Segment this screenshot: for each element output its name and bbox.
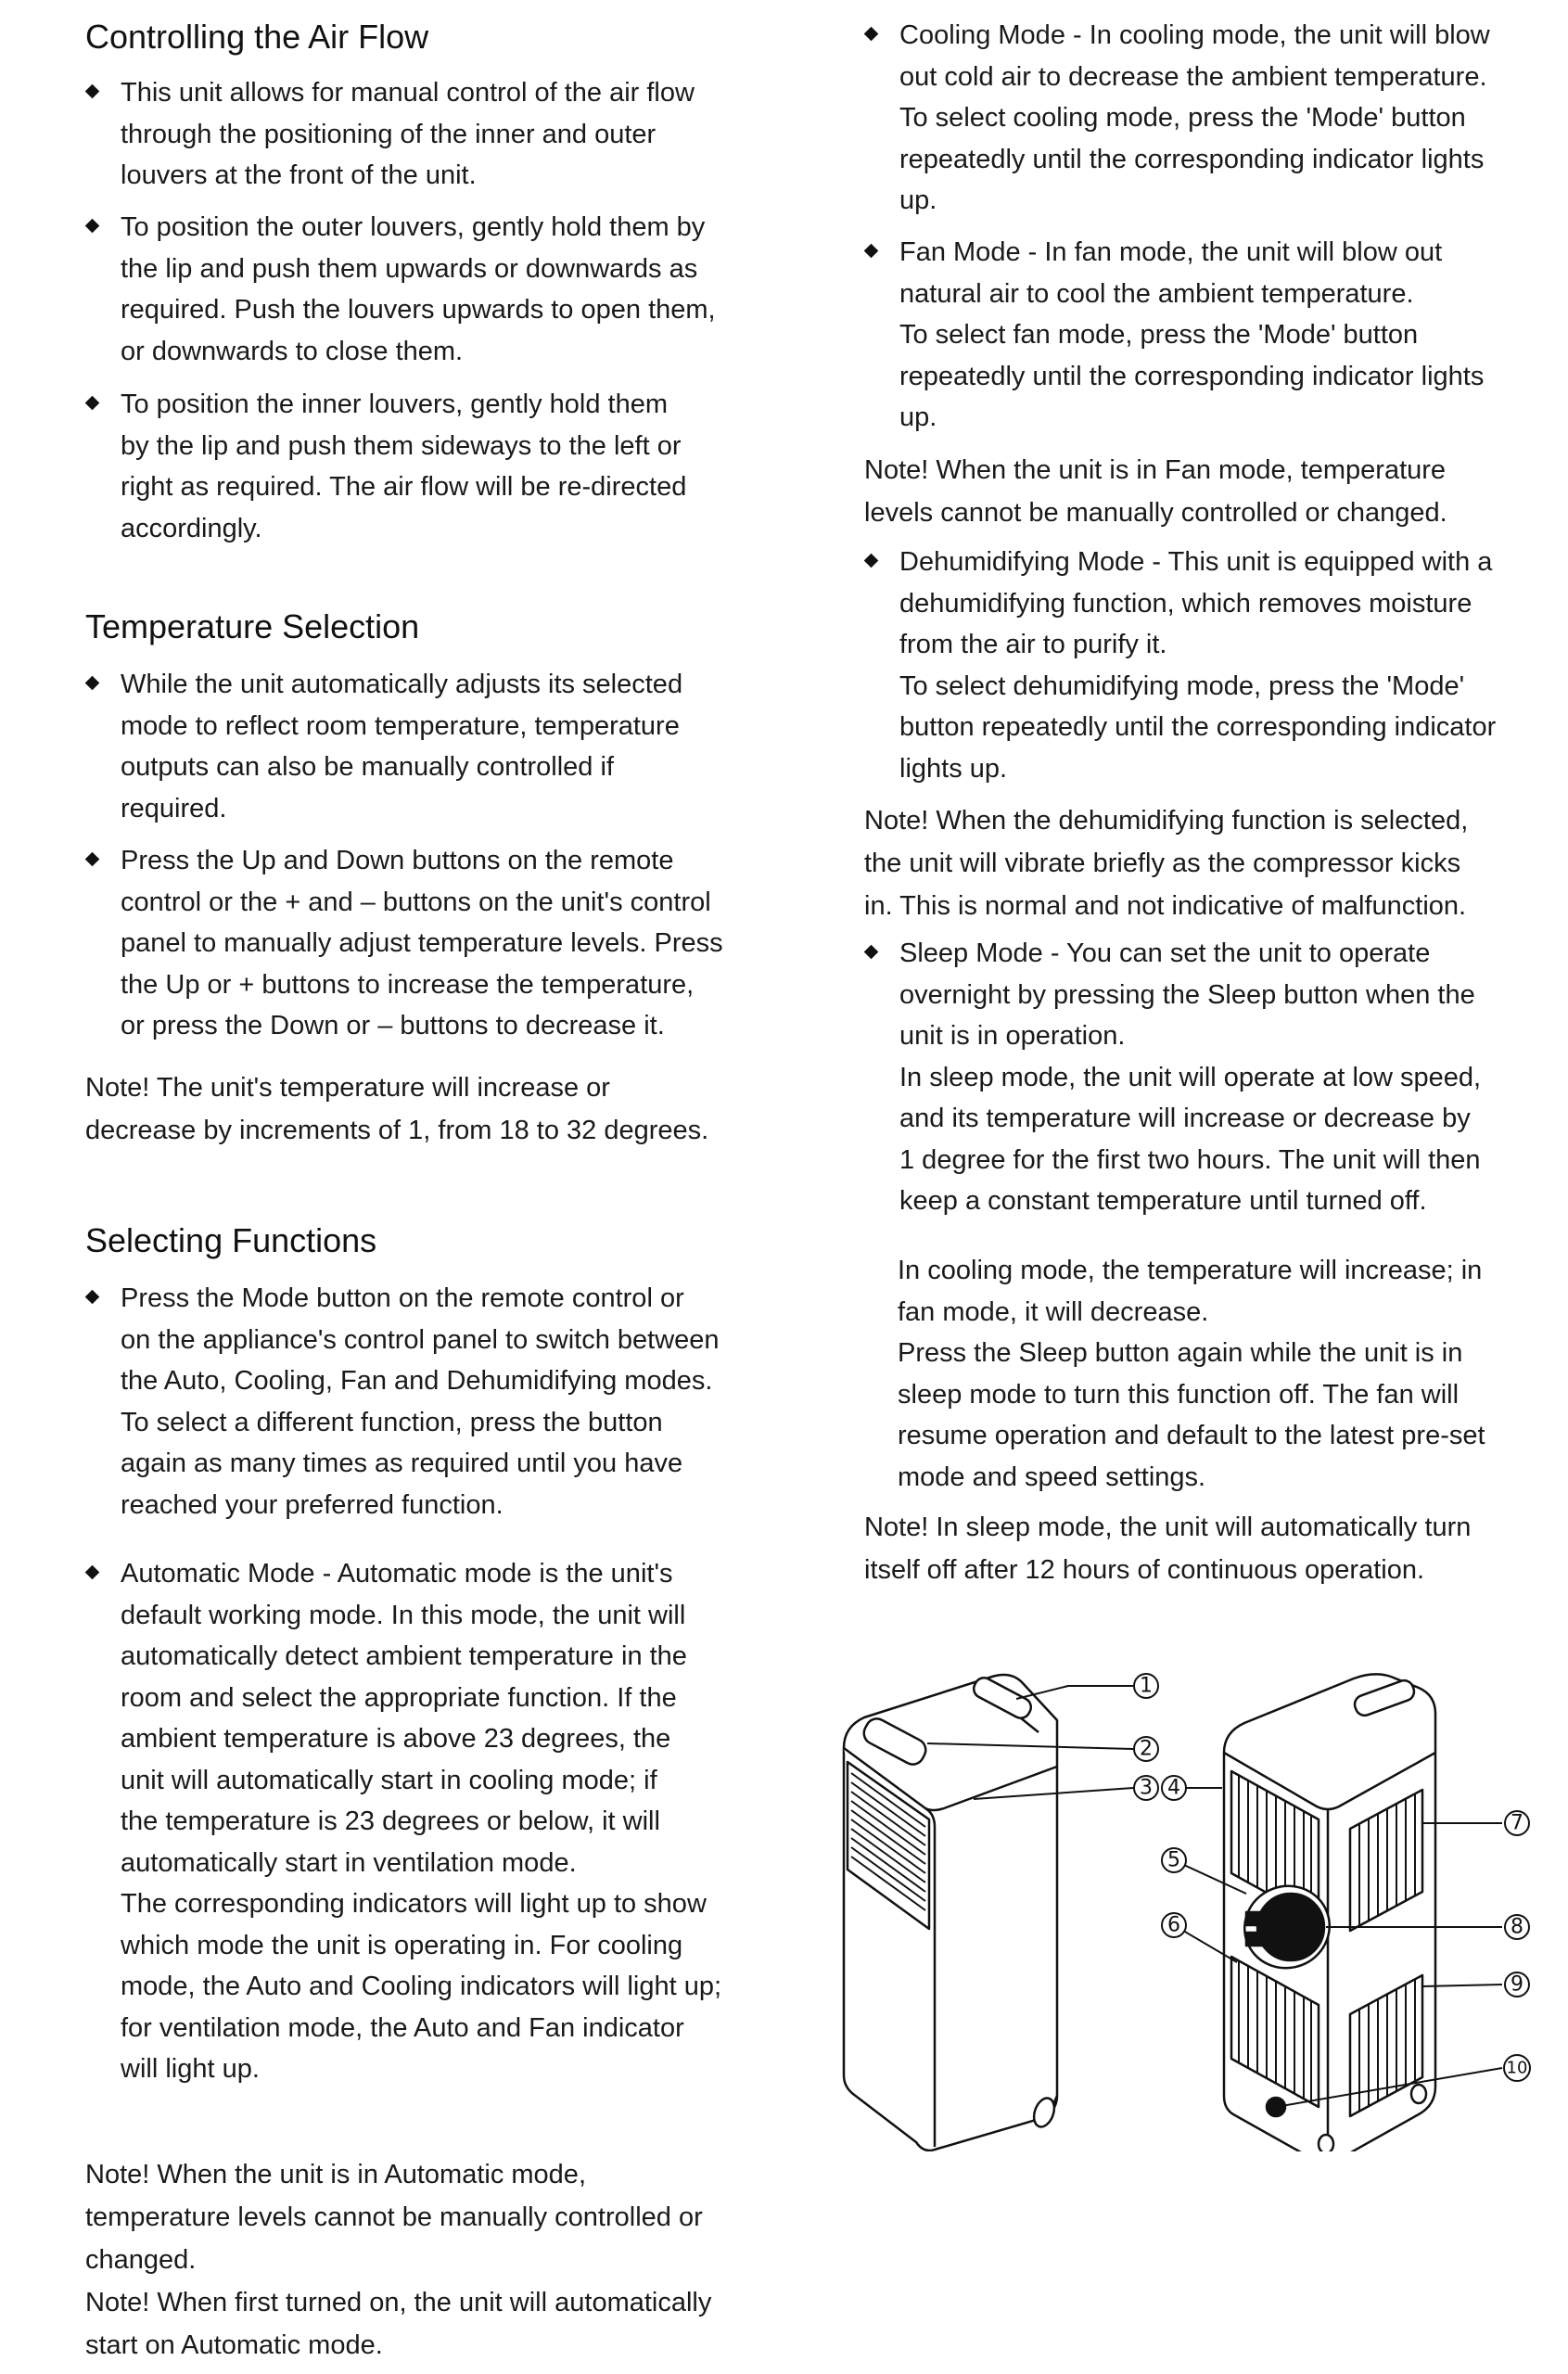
note-sleep-mode: Note! In sleep mode, the unit will automatically turn itself off after 12 hours of continuous operation. — [864, 1512, 1472, 1585]
callout-9-label: 9 — [1511, 1972, 1523, 1997]
callout-5-label: 5 — [1167, 1848, 1180, 1872]
heading-temperature: Temperature Selection — [85, 607, 420, 645]
bullet-fan-mode: Fan Mode - In fan mode, the unit will blow out natural air to cool the ambient temperature. To select fan mode, press the 'Mode' button repeatedly until the corresponding indicator lights up. — [864, 232, 1484, 439]
diamond-bullet-icon — [85, 396, 100, 411]
back-unit-illustration — [1224, 1674, 1435, 2151]
callout-1-label: 1 — [1140, 1674, 1153, 1698]
callout-4-label: 4 — [1167, 1776, 1180, 1800]
heading-air-flow: Controlling the Air Flow — [85, 18, 429, 56]
callout-6-label: 6 — [1167, 1913, 1180, 1937]
bullet-automatic-mode: Automatic Mode - Automatic mode is the unit's default working mode. In this mode, the unit will automatically detect ambient temperature in the room and select the appropriate function. If the ambient temperature is above 23 degrees, the unit will automatically start in cooling mode; if the temperature is 23 degrees or below, it will automatically start in ventilation mode. The corresponding indicators will light up to show which mode the unit is operating in. For cooling mode, the Auto and Cooling indicators will light up; for ventilation mode, the Auto and Fan indicator will light up. — [85, 1553, 721, 2090]
note-temperature-increments: Note! The unit's temperature will increase or decrease by increments of 1, from 18 to 32 degrees. — [85, 1073, 709, 1145]
heading-selecting-functions: Selecting Functions — [85, 1221, 377, 1259]
callout-3-label: 3 — [1140, 1776, 1153, 1800]
bullet-temperature-2: Press the Up and Down buttons on the remote control or the + and – buttons on the unit's control panel to manually adjust temperature levels. Press the Up or + buttons to increase the temperature, or press the Down or – buttons to decrease it. — [85, 840, 723, 1047]
diamond-bullet-icon — [864, 554, 879, 568]
bullet-air-flow-2: To position the outer louvers, gently hold them by the lip and push them upwards or downwards as required. Push the louvers upwards to open them, or downwards to close them. — [85, 207, 716, 372]
bullet-air-flow-1: This unit allows for manual control of the air flow through the positioning of the inner and outer louvers at the front of the unit. — [85, 72, 695, 197]
diamond-bullet-icon — [85, 1565, 100, 1580]
callout-7-label: 7 — [1511, 1811, 1523, 1835]
note-automatic-mode: Note! When the unit is in Automatic mode, temperature levels cannot be manually controlled or changed. — [85, 2160, 703, 2275]
diamond-bullet-icon — [85, 852, 100, 867]
diamond-bullet-icon — [85, 676, 100, 691]
bullet-dehumidifying-mode: Dehumidifying Mode - This unit is equipped with a dehumidifying function, which removes moisture from the air to purify it. To select dehumidifying mode, press the 'Mode' button repeatedly until the corresponding indicator lights up. — [864, 542, 1496, 789]
unit-illustration — [835, 1651, 1558, 2151]
callout-10-label: 10 — [1506, 2058, 1528, 2078]
callout-2-label: 2 — [1140, 1737, 1153, 1761]
diamond-bullet-icon — [85, 84, 100, 99]
diamond-bullet-icon — [864, 244, 879, 259]
bullet-cooling-mode: Cooling Mode - In cooling mode, the unit will blow out cold air to decrease the ambient temperature. To select cooling mode, press the 'Mode' button repeatedly until the corresponding indicator lights up. — [864, 15, 1490, 222]
bullet-temperature-1: While the unit automatically adjusts its selected mode to reflect room temperature, temperature outputs can also be manually controlled if required. — [85, 664, 682, 829]
diamond-bullet-icon — [864, 945, 879, 960]
air-conditioner-diagram — [835, 1651, 1558, 2151]
bullet-air-flow-3: To position the inner louvers, gently hold them by the lip and push them sideways to the left or right as required. The air flow will be re-directed accordingly. — [85, 384, 686, 549]
diamond-bullet-icon — [85, 219, 100, 234]
bullet-functions-1: Press the Mode button on the remote control or on the appliance's control panel to switch between the Auto, Cooling, Fan and Dehumidifying modes. To select a different function, press the button again as many times as required until you have reached your preferred function. — [85, 1278, 720, 1525]
bullet-sleep-mode: Sleep Mode - You can set the unit to operate overnight by pressing the Sleep button when the unit is in operation. In sleep mode, the unit will operate at low speed, and its temperature will increase or decrease by 1 degree for the first two hours. The unit will then keep a constant temperature until turned off. — [864, 933, 1481, 1222]
callout-8-label: 8 — [1511, 1915, 1523, 1939]
diamond-bullet-icon — [85, 1290, 100, 1305]
note-first-turned-on: Note! When first turned on, the unit will automatically start on Automatic mode. — [85, 2288, 712, 2360]
note-fan-mode: Note! When the unit is in Fan mode, temperature levels cannot be manually controlled or changed. — [864, 455, 1447, 528]
diamond-bullet-icon — [864, 27, 879, 42]
sleep-mode-details: In cooling mode, the temperature will increase; in fan mode, it will decrease. Press the Sleep button again while the unit is in sleep mode to turn this function off. The fan will resume operation and default to the latest pre-set mode and speed settings. — [898, 1256, 1485, 1492]
note-dehumidifying: Note! When the dehumidifying function is selected, the unit will vibrate briefly as the compressor kicks in. This is normal and not indicative of malfunction. — [864, 806, 1469, 921]
